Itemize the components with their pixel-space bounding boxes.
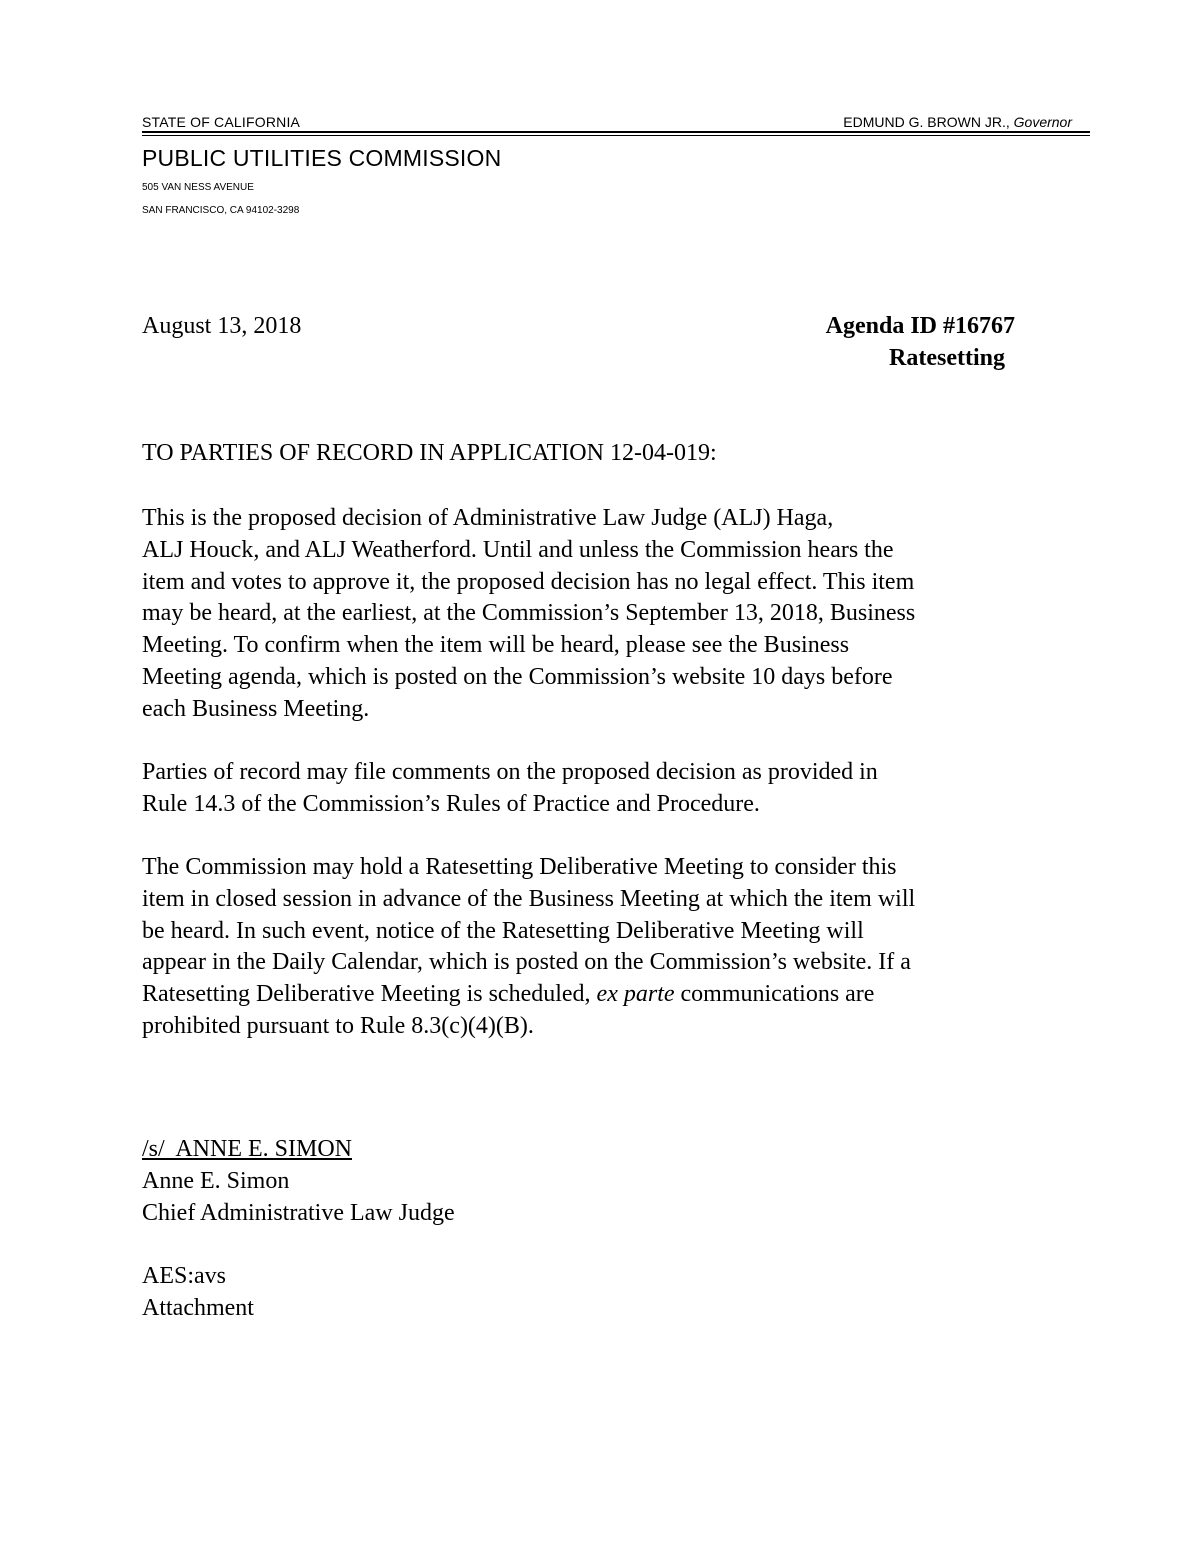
paragraph-line: The Commission may hold a Ratesetting Deliberative Meeting to consider this xyxy=(142,854,897,880)
paragraph-line: ALJ Houck, and ALJ Weatherford. Until and unless the Commission hears the xyxy=(142,536,894,563)
line-text: Ratesetting Deliberative Meeting is scheduled, xyxy=(142,981,597,1008)
organization-name: PUBLIC UTILITIES COMMISSION xyxy=(142,145,502,171)
addressee: TO PARTIES OF RECORD IN APPLICATION 12-04-019: xyxy=(142,440,717,466)
paragraph-line: appear in the Daily Calendar, which is posted on the Commission’s website. If a xyxy=(142,949,911,976)
header-rule xyxy=(142,131,1090,133)
paragraph-line: Meeting. To confirm when the item will be heard, please see the Business xyxy=(142,632,850,659)
reference-initials: AES:avs xyxy=(142,1263,226,1289)
signer-title: Chief Administrative Law Judge xyxy=(142,1200,455,1226)
paragraph-line: This is the proposed decision of Administrative Law Judge (ALJ) Haga, xyxy=(142,505,834,531)
paragraph-line: Rule 14.3 of the Commission’s Rules of Practice and Procedure. xyxy=(142,790,760,817)
enclosure-note: Attachment xyxy=(142,1295,254,1321)
state-name: STATE OF CALIFORNIA xyxy=(142,114,301,130)
proceeding-type: Ratesetting xyxy=(889,345,1005,371)
paragraph-line: may be heard, at the earliest, at the Commission’s September 13, 2018, Business xyxy=(142,600,916,627)
agenda-id: Agenda ID #16767 xyxy=(825,313,1015,339)
paragraph-line xyxy=(142,979,1072,1011)
signature-line: /s/ ANNE E. SIMON xyxy=(142,1136,353,1162)
header-rule-thin xyxy=(142,135,1090,136)
paragraph-line: item in closed session in advance of the Business Meeting at which the item will xyxy=(142,885,916,912)
address-city: SAN FRANCISCO, CA 94102-3298 xyxy=(142,205,300,216)
paragraph-line: be heard. In such event, notice of the Ratesetting Deliberative Meeting will xyxy=(142,917,864,944)
line-text: communications are xyxy=(674,981,875,1008)
paragraph-line: prohibited pursuant to Rule 8.3(c)(4)(B). xyxy=(142,1012,534,1039)
governor-title: Governor xyxy=(1013,114,1072,130)
paragraph-line: Meeting agenda, which is posted on the Commission’s website 10 days before xyxy=(142,663,893,690)
governor-line xyxy=(843,114,1072,130)
paragraph-line: Parties of record may file comments on the proposed decision as provided in xyxy=(142,759,878,785)
letter-date: August 13, 2018 xyxy=(142,313,302,339)
paragraph-proposed-decision xyxy=(142,503,1072,726)
governor-name: EDMUND G. BROWN JR., xyxy=(843,114,1010,130)
signer-name: Anne E. Simon xyxy=(142,1168,290,1194)
paragraph-line: each Business Meeting. xyxy=(142,695,370,722)
italic-term: ex parte xyxy=(596,981,675,1008)
paragraph-line: item and votes to approve it, the proposed decision has no legal effect. This item xyxy=(142,568,915,595)
address-street: 505 VAN NESS AVENUE xyxy=(142,182,254,193)
paragraph-deliberative-meeting xyxy=(142,852,1072,1043)
paragraph-comments xyxy=(142,757,1072,821)
